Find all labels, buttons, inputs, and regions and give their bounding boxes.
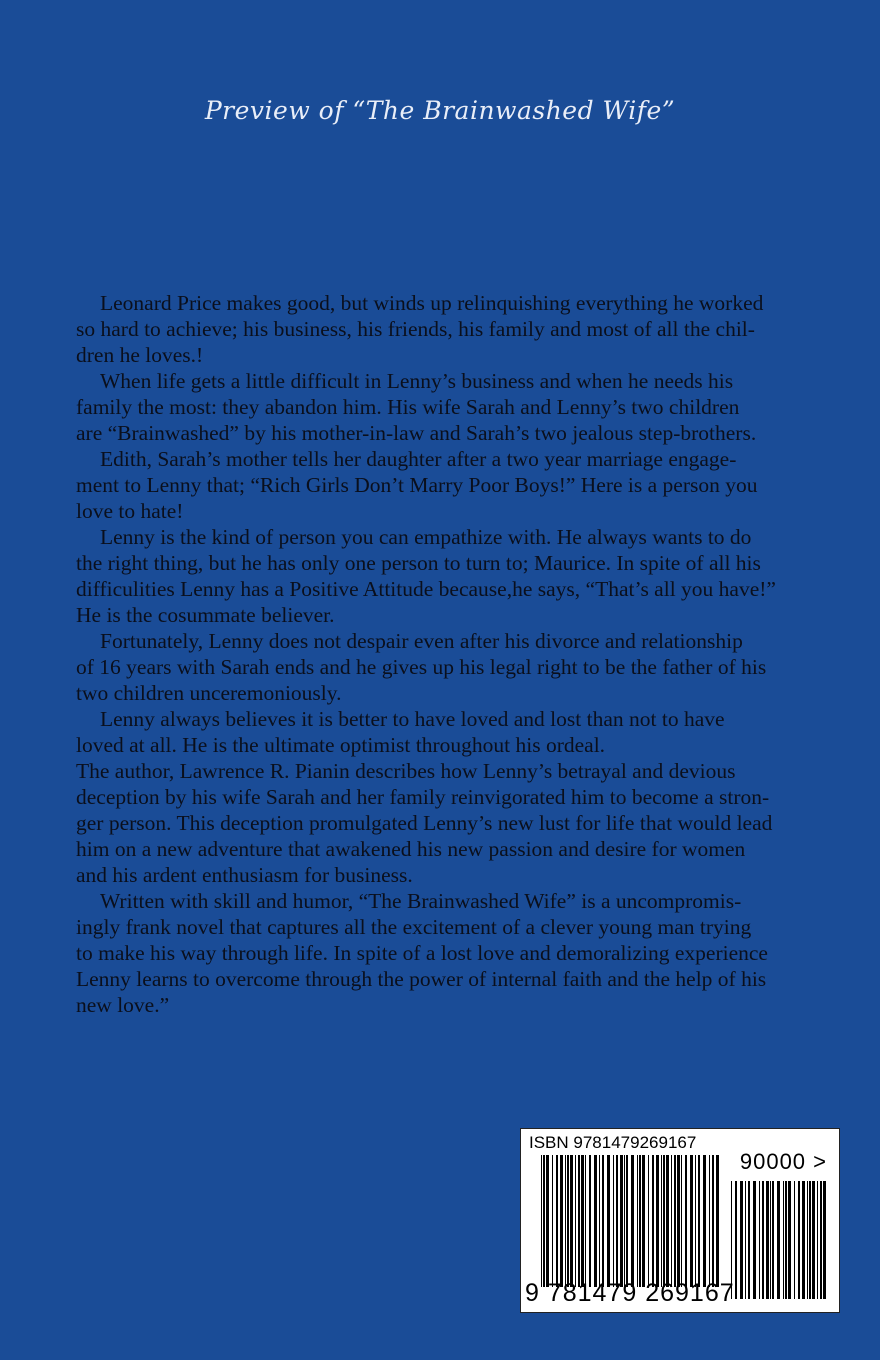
barcode-bar	[639, 1155, 641, 1287]
paragraph-2	[76, 368, 820, 446]
barcode-bar	[656, 1155, 659, 1287]
barcode-bar	[820, 1181, 822, 1299]
barcode-bar	[794, 1181, 795, 1299]
text-line: The author, Lawrence R. Pianin describes how Lenny’s betrayal and devious	[76, 759, 736, 783]
barcode-bar	[602, 1155, 604, 1287]
barcode-bar	[823, 1181, 826, 1299]
barcode-bar	[642, 1155, 645, 1287]
text-line: ingly frank novel that captures all the excitement of a clever young man trying	[76, 915, 752, 939]
barcode-bar	[543, 1155, 545, 1287]
barcode-bar	[807, 1181, 808, 1299]
barcode-bar	[788, 1181, 791, 1299]
text-line: Lenny always believes it is better to have loved and lost than not to have	[100, 707, 725, 731]
text-line: family the most: they abandon him. His wife Sarah and Lenny’s two children	[76, 395, 740, 419]
barcode-bar	[783, 1181, 784, 1299]
text-line: loved at all. He is the ultimate optimist throughout his ordeal.	[76, 733, 606, 757]
barcode-bar	[599, 1155, 600, 1287]
barcode-bar	[785, 1181, 787, 1299]
barcode-bar	[556, 1155, 558, 1287]
text-line: Edith, Sarah’s mother tells her daughter after a two year marriage engage-	[100, 447, 737, 471]
barcode-bar	[616, 1155, 618, 1287]
barcode-bar	[674, 1155, 676, 1287]
barcode-bar	[637, 1155, 638, 1287]
barcode-bar	[766, 1181, 769, 1299]
text-line: deception by his wife Sarah and her family reinvigorated him to become a stron-	[76, 785, 770, 809]
text-line: Written with skill and humor, “The Brainwashed Wife” is a uncompromis-	[100, 889, 742, 913]
text-line: Fortunately, Lenny does not despair even after his divorce and relationship	[100, 629, 743, 653]
paragraph-8	[76, 888, 820, 1018]
barcode-bar	[798, 1181, 800, 1299]
barcode-bar	[607, 1155, 610, 1287]
barcode-bar	[762, 1181, 764, 1299]
barcode-bar	[770, 1181, 771, 1299]
barcode-bar	[740, 1181, 743, 1299]
barcode-bar	[585, 1155, 586, 1287]
barcode-bar	[631, 1155, 634, 1287]
barcode-bar	[671, 1155, 672, 1287]
barcode-bar	[567, 1155, 569, 1287]
barcode-bar	[652, 1155, 654, 1287]
barcode-bar	[777, 1181, 780, 1299]
text-line: dren he loves.!	[76, 343, 204, 367]
barcode-bar	[594, 1155, 597, 1287]
barcode-bar	[759, 1181, 760, 1299]
price-code: 90000 >	[739, 1149, 827, 1174]
paragraph-7	[76, 758, 820, 888]
paragraph-1	[76, 290, 820, 368]
barcode-bar	[681, 1155, 682, 1287]
barcode-bar	[613, 1155, 614, 1287]
text-line: love to hate!	[76, 499, 184, 523]
text-line: new love.”	[76, 993, 170, 1017]
text-line: He is the cosummate believer.	[76, 603, 335, 627]
isbn-label: ISBN 9781479269167	[529, 1133, 697, 1152]
barcode-bar	[817, 1181, 818, 1299]
text-line: and his ardent enthusiasm for business.	[76, 863, 413, 887]
text-line: ment to Lenny that; “Rich Girls Don’t Marry Poor Boys!” Here is a person you	[76, 473, 758, 497]
barcode-bar	[690, 1155, 693, 1287]
text-line: him on a new adventure that awakened his new passion and desire for women	[76, 837, 746, 861]
barcode-bar	[560, 1155, 563, 1287]
text-line: of 16 years with Sarah ends and he gives up his legal right to be the father of his	[76, 655, 767, 679]
barcode-bar	[802, 1181, 805, 1299]
barcode-bar	[712, 1155, 714, 1287]
ean-bars	[541, 1155, 721, 1287]
text-line: to make his way through life. In spite of a lost love and demoralizing experience	[76, 941, 768, 965]
text-line: the right thing, but he has only one person to turn to; Maurice. In spite of all his	[76, 551, 761, 575]
barcode-bar	[745, 1181, 746, 1299]
barcode-bar	[589, 1155, 591, 1287]
barcode-bar	[578, 1155, 580, 1287]
barcode-bar	[648, 1155, 649, 1287]
blurb-text	[76, 290, 820, 1018]
barcode-bar	[812, 1181, 815, 1299]
barcode-bar	[661, 1155, 662, 1287]
paragraph-5	[76, 628, 820, 706]
barcode-digits: 9 781479 269167	[525, 1279, 735, 1307]
barcode-bar	[541, 1155, 542, 1287]
isbn-barcode	[520, 1128, 840, 1313]
paragraph-3	[76, 446, 820, 524]
barcode-bar	[809, 1181, 811, 1299]
barcode-bar	[709, 1155, 710, 1287]
text-line: are “Brainwashed” by his mother-in-law and Sarah’s two jealous step-brothers.	[76, 421, 757, 445]
barcode-bar	[626, 1155, 628, 1287]
barcode-bar	[677, 1155, 680, 1287]
text-line: ger person. This deception promulgated Lenny’s new lust for life that would lead	[76, 811, 773, 835]
text-line: Leonard Price makes good, but winds up relinquishing everything he worked	[100, 291, 764, 315]
barcode-bar	[624, 1155, 625, 1287]
barcode-bar	[620, 1155, 623, 1287]
barcode-bar	[698, 1155, 700, 1287]
barcode-bar	[772, 1181, 774, 1299]
barcode-bar	[663, 1155, 665, 1287]
barcode-bar	[685, 1155, 687, 1287]
barcode-bar	[735, 1181, 737, 1299]
barcode-bar	[565, 1155, 566, 1287]
barcode-bar	[748, 1181, 750, 1299]
barcode-bar	[546, 1155, 549, 1287]
preview-title: Preview of “The Brainwashed Wife”	[204, 96, 676, 125]
barcode-bar	[753, 1181, 756, 1299]
text-line: two children unceremoniously.	[76, 681, 342, 705]
barcode-bar	[666, 1155, 669, 1287]
barcode-bar	[552, 1155, 553, 1287]
barcode-bar	[703, 1155, 706, 1287]
paragraph-6	[76, 706, 820, 758]
text-line: difficulities Lenny has a Positive Attitude because,he says, “That’s all you have!”	[76, 577, 776, 601]
barcode-bar	[716, 1155, 719, 1287]
barcode-bar	[575, 1155, 576, 1287]
text-line: so hard to achieve; his business, his friends, his family and most of all the chil-	[76, 317, 755, 341]
barcode-bar	[581, 1155, 584, 1287]
barcode-bar	[695, 1155, 696, 1287]
text-line: When life gets a little difficult in Lenny’s business and when he needs his	[100, 369, 734, 393]
text-line: Lenny is the kind of person you can empathize with. He always wants to do	[100, 525, 752, 549]
text-line: Lenny learns to overcome through the power of internal faith and the help of his	[76, 967, 767, 991]
paragraph-4	[76, 524, 820, 628]
addon-bars	[731, 1181, 829, 1299]
barcode-bar	[570, 1155, 573, 1287]
